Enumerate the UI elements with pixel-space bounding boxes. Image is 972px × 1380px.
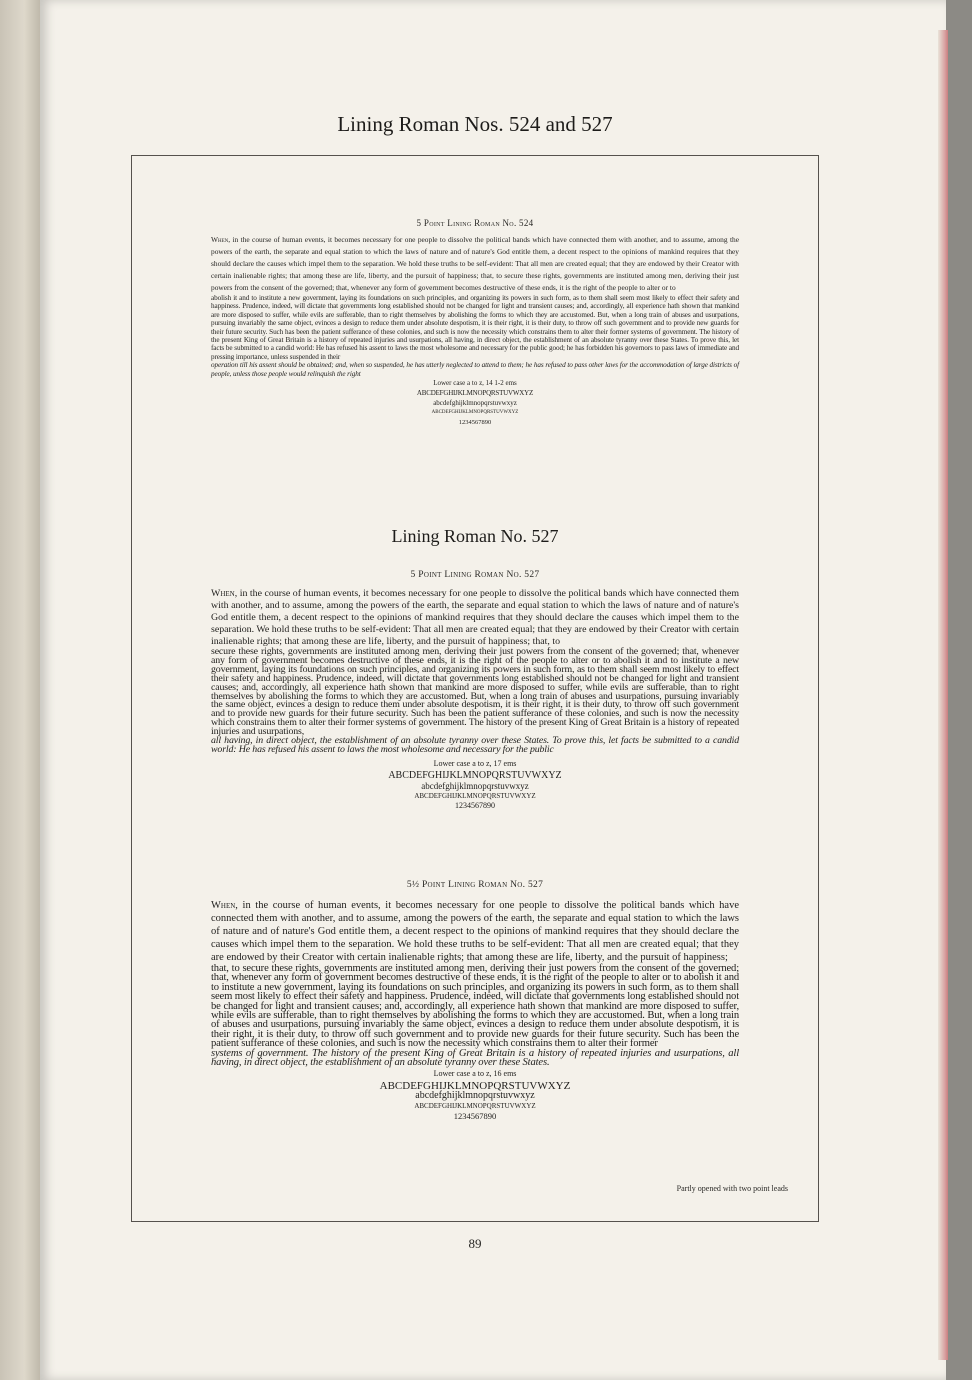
specimen-solid-text: secure these rights, governments are instituted among men, deriving their just powers from the consent of the governed; that, whenever any form of government becomes destructive of these ends, it is the right of the people to alter or to abolish it and to institute a new government, laying its foundations on such principles, and organizing its powers in such form, as to them shall seem most likely to effect their safety and happiness. Prudence, indeed, will dictate that governments long established should not be changed for light and transient causes; and, accordingly, all experience hath shown that mankind are more disposed to suffer, while evils are sufferable, than to right themselves by abolishing the forms to which they are accustomed. But, when a long train of abuses and usurpations, pursuing invariably the same object, evinces a design to reduce them under absolute despotism, it is their right, it is their duty, to throw off such government and to provide new guards for their future security. Such has been the patient sufferance of these colonies, and such is now the necessity which constrains them to alter their former systems of government. The history of the present King of Great Britain is a history of repeated injuries and usurpations, <box>211 646 739 738</box>
section-title: Lining Roman No. 527 <box>391 526 559 546</box>
specimen-italic-text: all having, in direct object, the establishment of an absolute tyranny over these States. To prove this, let facts be submitted to a candid world: He has refused his assent to laws the most wholesome and necessary for the public <box>211 735 739 755</box>
lowercase-alphabet: abcdefghijklmnopqrstuvwxyz <box>415 1090 535 1102</box>
specimen-leaded-text <box>211 899 739 964</box>
footnote: Partly opened with two point leads <box>676 1184 788 1193</box>
capitals-alphabet: ABCDEFGHIJKLMNOPQRSTUVWXYZ <box>416 389 534 398</box>
lowercase-alphabet: abcdefghijklmnopqrstuvwxyz <box>421 780 529 791</box>
specimen-caption: 5½ Point Lining Roman No. 527 <box>406 880 544 890</box>
capitals-alphabet: ABCDEFGHIJKLMNOPQRSTUVWXYZ <box>388 769 562 781</box>
lowercase-note: Lower case a to z, 14 1-2 ems <box>433 379 517 388</box>
specimen-524 <box>211 218 739 428</box>
small-caps-alphabet: ABCDEFGHIJKLMNOPQRSTUVWXYZ <box>414 1102 536 1111</box>
running-head: Lining Roman Nos. 524 and 527 <box>337 112 613 136</box>
specimen-527-5half-pt <box>211 880 739 1121</box>
figures: 1234567890 <box>455 800 495 810</box>
lowercase-note: Lower case a to z, 16 ems <box>433 1069 517 1079</box>
specimen-leaded-text <box>211 234 739 294</box>
specimen-solid-text: that, to secure these rights, governments are instituted among men, deriving their just powers from the consent of the governed; that, whenever any form of government becomes destructive of these ends, it is the right of the people to alter or to abolish it and to institute a new government, laying its foundations on such principles, and organizing its powers in such form, as to them shall seem most likely to effect their safety and happiness. Prudence, indeed, will dictate that governments long established should not be changed for light and transient causes; and, accordingly, all experience hath shown that mankind are more disposed to suffer, while evils are sufferable, than to right themselves by abolishing the forms to which they are accustomed. But, when a long train of abuses and usurpations, pursuing invariably the same object, evinces a design to reduce them under absolute despotism, it is their right, it is their duty, to throw off such government and to provide new guards for their future security. Such has been the patient sufferance of these colonies, and such is now the necessity which constrains them to alter their former <box>211 963 739 1050</box>
figures: 1234567890 <box>453 1111 497 1122</box>
specimen-leaded-text <box>211 588 739 648</box>
lead-word: When, <box>211 900 238 911</box>
figures: 1234567890 <box>458 419 492 427</box>
specimen-527-5pt <box>211 570 739 811</box>
page-fore-edge <box>938 30 948 1360</box>
page-number: 89 <box>468 1236 482 1251</box>
capitals-alphabet: ABCDEFGHIJKLMNOPQRSTUVWXYZ <box>379 1080 571 1093</box>
specimen-caption: 5 Point Lining Roman No. 527 <box>410 570 540 580</box>
specimen-caption: 5 Point Lining Roman No. 524 <box>416 218 534 228</box>
previous-page-edge <box>0 0 44 1380</box>
leaded-text: in the course of human events, it becomes necessary for one people to dissolve the political bands which have connected them with another, and to assume, among the powers of the earth, the separate and equal station to which the laws of nature and of nature's God entitle them, a decent respect to the opinions of mankind requires that they should declare the causes which impel them to the separation. We hold these truths to be self-evident: That all men are created equal; that they are endowed by their Creator with certain inalienable rights; that among these are life, liberty, and the pursuit of happiness; that, to <box>211 588 740 647</box>
lowercase-note: Lower case a to z, 17 ems <box>433 758 517 768</box>
lead-word: When, <box>211 235 231 244</box>
specimen-italic-text: systems of government. The history of the present King of Great Britain is a history of repeated injuries and usurpations, all having, in direct object, the establishment of an absolute tyranny over these States. <box>211 1047 739 1069</box>
lead-word: When, <box>211 588 238 599</box>
leaded-text: in the course of human events, it becomes necessary for one people to dissolve the political bands which have connected them with another, and to assume, among the powers of the earth, the separate and equal station to which the laws of nature and of nature's God entitle them, a decent respect to the opinions of mankind requires that they should declare the causes which impel them to the separation. We hold these truths to be self-evident: That all men are created equal; that they are endowed by their Creator with certain inalienable rights; that among these are life, liberty, and the pursuit of happiness; that, to secure these rights, governments are instituted among men, deriving their just powers from the consent of the governed; that, whenever any form of government becomes destructive of these ends, it is the right of the people to alter or to <box>211 235 739 292</box>
leaded-text: in the course of human events, it becomes necessary for one people to dissolve the political bands which have connected them with another, and to assume, among the powers of the earth, the separate and equal station to which the laws of nature and of nature's God entitle them, a decent respect to the opinions of mankind requires that they should declare the causes which impel them to the separation. We hold these truths to be self-evident: That all men are created equal; that they are endowed by their Creator with certain inalienable rights; that among these are life, liberty, and the pursuit of happiness; <box>211 900 740 963</box>
lowercase-alphabet: abcdefghijklmnopqrstuvwxyz <box>433 399 517 408</box>
specimen-solid-text: abolish it and to institute a new government, laying its foundations on such principles, and organizing its powers in such form, as to them shall seem most likely to effect their safety and happiness. Prudence, indeed, will dictate that governments long established should not be changed for light and transient causes; and, accordingly, all experience hath shown that mankind are more disposed to suffer, while evils are sufferable, than to right themselves by abolishing the forms to which they are accustomed. But, when a long train of abuses and usurpations, pursuing invariably the same object, evinces a design to reduce them under absolute despotism, it is their right, it is their duty, to throw off such government and to provide new guards for their future security. Such has been the patient sufferance of these colonies, and such is now the necessity which constrains them to alter their former systems of government. The history of the present King of Great Britain is a history of repeated injuries and usurpations, all having, in direct object, the establishment of an absolute tyranny over these States. To prove this, let facts be submitted to a candid world: He has refused his assent to laws the most wholesome and necessary for the public good; he has forbidden his governors to pass laws of immediate and pressing importance, unless suspended in their <box>211 294 739 361</box>
small-caps-alphabet: ABCDEFGHIJKLMNOPQRSTUVWXYZ <box>414 791 536 800</box>
specimen-italic-text: operation till his assent should be obtained; and, when so suspended, he has utterly neglected to attend to them; he has refused to pass other laws for the accommodation of large districts of people, unless those people would relinquish the right <box>211 361 739 378</box>
small-caps-alphabet: ABCDEFGHIJKLMNOPQRSTUVWXYZ <box>431 410 519 416</box>
